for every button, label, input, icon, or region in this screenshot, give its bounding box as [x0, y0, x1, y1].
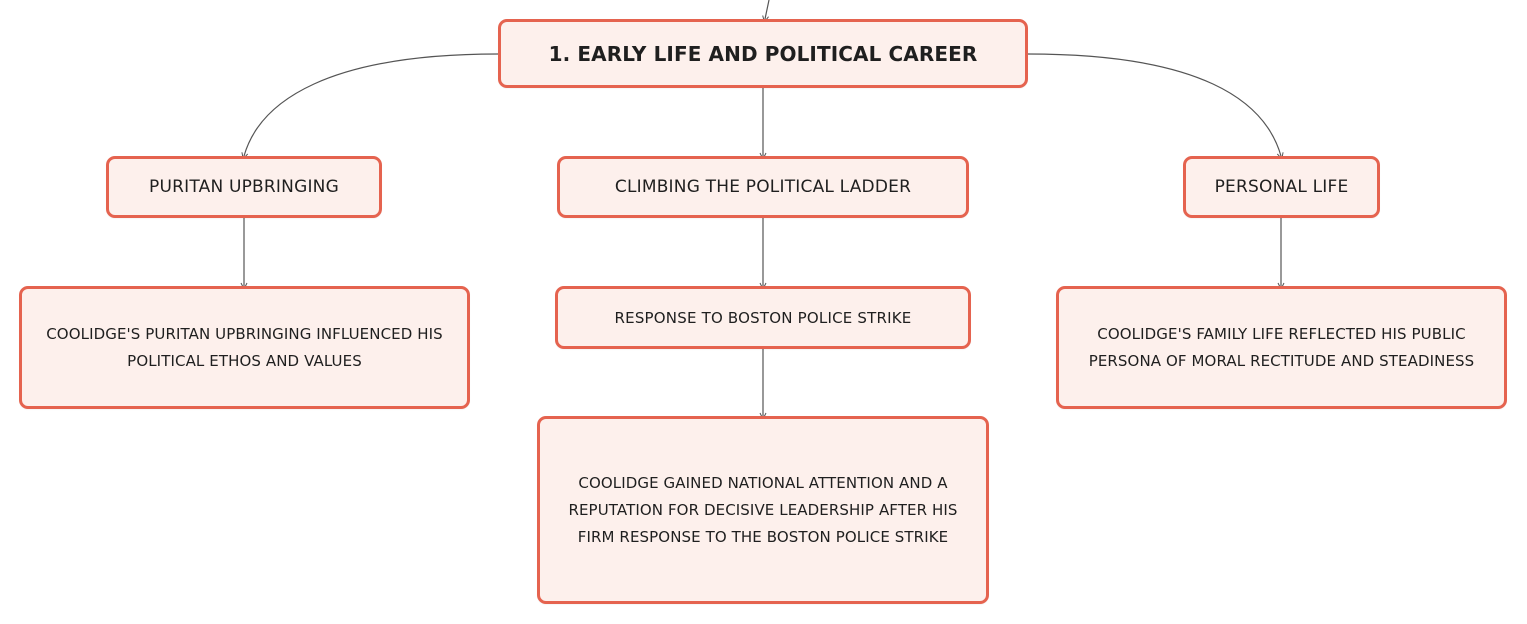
branch-node-personal-life[interactable] — [1183, 156, 1380, 218]
connector-root-to-personal-life — [1028, 54, 1281, 156]
leaf-node-label: COOLIDGE GAINED NATIONAL ATTENTION AND A REPUTATION FOR DECISIVE LEADERSHIP AFTER HIS FIRM RESPONSE TO THE BOSTON POLICE STRIKE — [568, 473, 958, 546]
leaf-node-national-attention[interactable] — [537, 416, 989, 604]
branch-node-label: CLIMBING THE POLITICAL LADDER — [614, 177, 912, 197]
leaf-node-family-life[interactable] — [1056, 286, 1507, 409]
connector-parent-to-root — [765, 0, 769, 19]
branch-node-label: PERSONAL LIFE — [1214, 177, 1349, 197]
sub-node-boston-police-strike[interactable] — [555, 286, 971, 349]
branch-node-label: PURITAN UPBRINGING — [149, 177, 339, 197]
branch-node-puritan-upbringing[interactable] — [106, 156, 382, 218]
root-node[interactable] — [498, 19, 1028, 88]
connector-root-to-puritan-upbringing — [244, 54, 498, 156]
sub-node-label: RESPONSE TO BOSTON POLICE STRIKE — [614, 308, 912, 327]
leaf-node-label: COOLIDGE'S FAMILY LIFE REFLECTED HIS PUBLIC PERSONA OF MORAL RECTITUDE AND STEADINESS — [1088, 324, 1475, 370]
root-node-label: 1. EARLY LIFE AND POLITICAL CAREER — [548, 41, 978, 66]
leaf-node-puritan-influence[interactable] — [19, 286, 470, 409]
branch-node-political-ladder[interactable] — [557, 156, 969, 218]
leaf-node-label: COOLIDGE'S PURITAN UPBRINGING INFLUENCED HIS POLITICAL ETHOS AND VALUES — [46, 324, 443, 370]
